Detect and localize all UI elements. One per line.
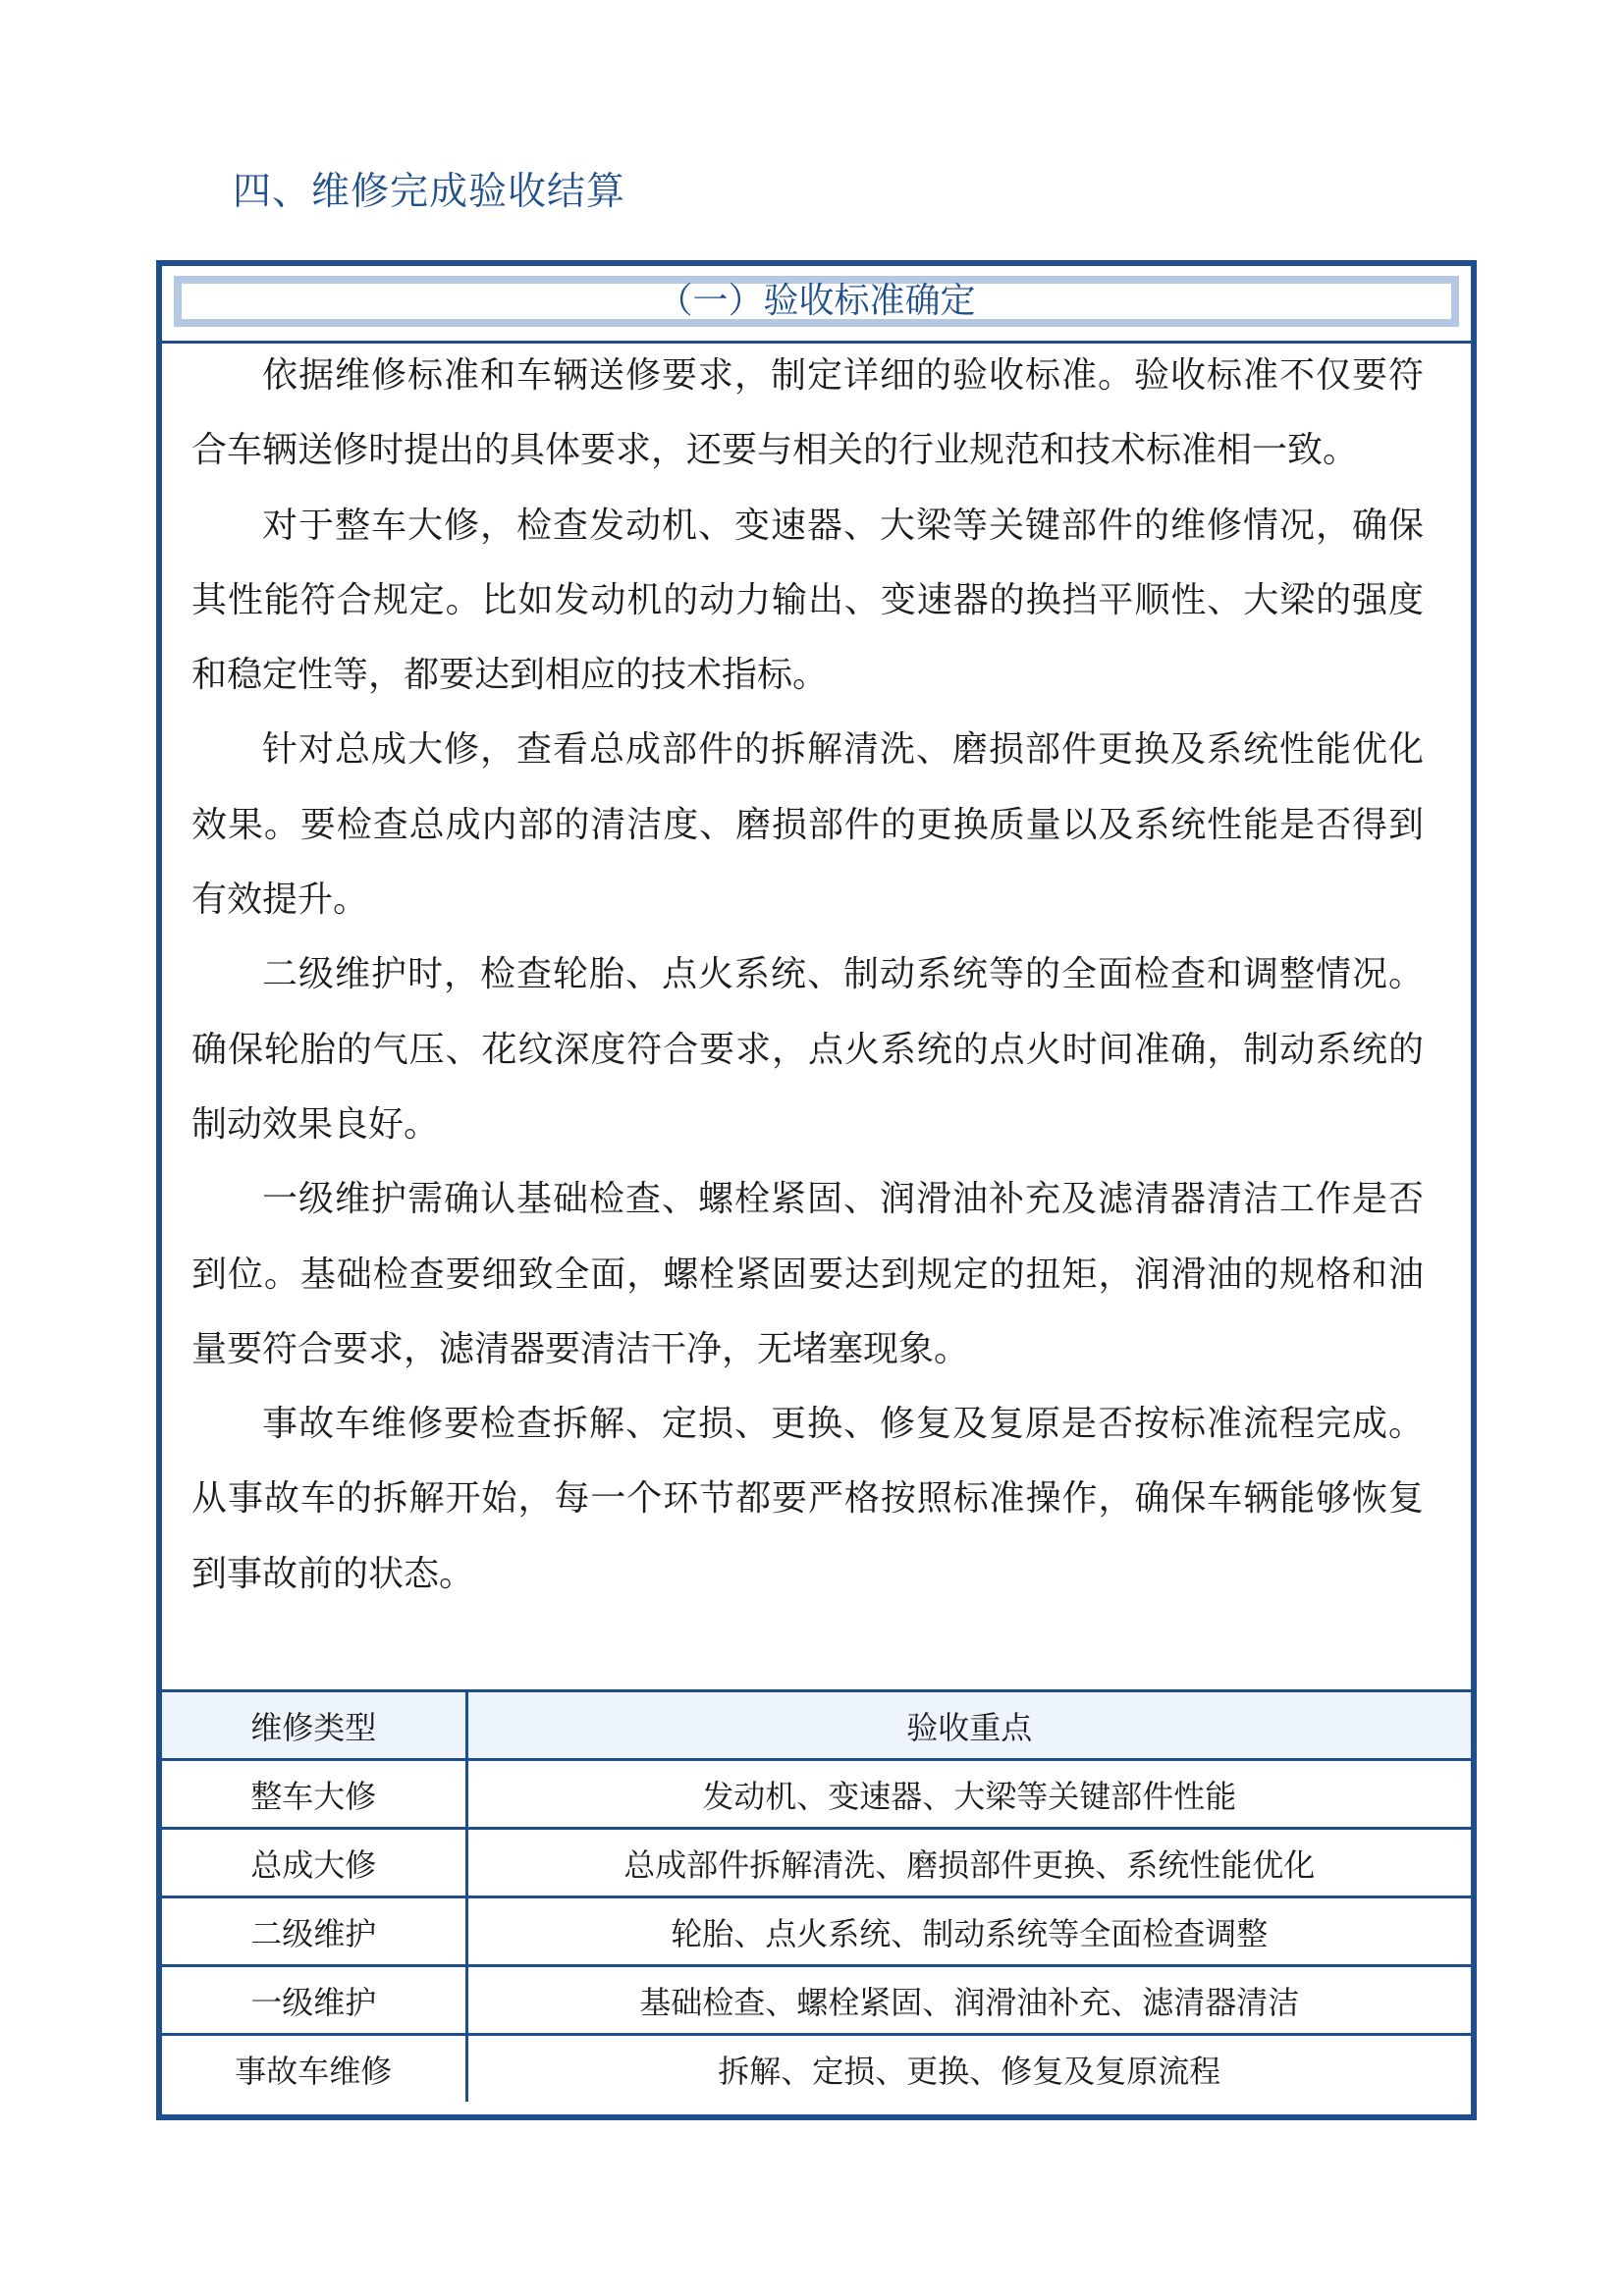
paragraph-1: 依据维修标准和车辆送修要求，制定详细的验收标准。验收标准不仅要符合车辆送修时提出的具体要求，还要与相关的行业规范和技术标准相一致。: [191, 355, 1424, 471]
paragraph-3: 针对总成大修，查看总成部件的拆解清洗、磨损部件更换及系统性能优化效果。要检查总成内部的清洁度、磨损部件的更换质量以及系统性能是否得到有效提升。: [191, 729, 1424, 921]
cell-acceptance-focus: 发动机、变速器、大梁等关键部件性能: [466, 1760, 1471, 1829]
cell-repair-type: 二级维护: [162, 1897, 466, 1966]
table-row: [162, 1897, 1471, 1966]
subsection-title: （一）验收标准确定: [174, 276, 1459, 327]
paragraph-2: 对于整车大修，检查发动机、变速器、大梁等关键部件的维修情况，确保其性能符合规定。比如发动机的动力输出、变速器的换挡平顺性、大梁的强度和稳定性等，都要达到相应的技术指标。: [191, 505, 1424, 696]
cell-repair-type: 一级维护: [162, 1966, 466, 2035]
header-repair-type: 维修类型: [162, 1691, 466, 1760]
acceptance-table: [162, 1689, 1471, 2102]
body-text: [191, 339, 1424, 1612]
content-frame: [156, 260, 1477, 2120]
cell-acceptance-focus: 拆解、定损、更换、修复及复原流程: [466, 2035, 1471, 2103]
cell-acceptance-focus: 轮胎、点火系统、制动系统等全面检查调整: [466, 1897, 1471, 1966]
cell-acceptance-focus: 总成部件拆解清洗、磨损部件更换、系统性能优化: [466, 1829, 1471, 1897]
cell-repair-type: 事故车维修: [162, 2035, 466, 2103]
table-header-row: [162, 1691, 1471, 1760]
paragraph-6: 事故车维修要检查拆解、定损、更换、修复及复原是否按标准流程完成。从事故车的拆解开始，每一个环节都要严格按照标准操作，确保车辆能够恢复到事故前的状态。: [191, 1404, 1424, 1594]
paragraph-5: 一级维护需确认基础检查、螺栓紧固、润滑油补充及滤清器清洁工作是否到位。基础检查要细致全面，螺栓紧固要达到规定的扭矩，润滑油的规格和油量要符合要求，滤清器要清洁干净，无堵塞现象。: [191, 1179, 1424, 1369]
table-row: [162, 1760, 1471, 1829]
table-row: [162, 1966, 1471, 2035]
header-acceptance-focus: 验收重点: [466, 1691, 1471, 1760]
paragraph-4: 二级维护时，检查轮胎、点火系统、制动系统等的全面检查和调整情况。确保轮胎的气压、花纹深度符合要求，点火系统的点火时间准确，制动系统的制动效果良好。: [191, 954, 1424, 1145]
table-row: [162, 2035, 1471, 2103]
cell-repair-type: 总成大修: [162, 1829, 466, 1897]
cell-acceptance-focus: 基础检查、螺栓紧固、润滑油补充、滤清器清洁: [466, 1966, 1471, 2035]
cell-repair-type: 整车大修: [162, 1760, 466, 1829]
section-heading: 四、维修完成验收结算: [233, 170, 626, 214]
table-row: [162, 1829, 1471, 1897]
